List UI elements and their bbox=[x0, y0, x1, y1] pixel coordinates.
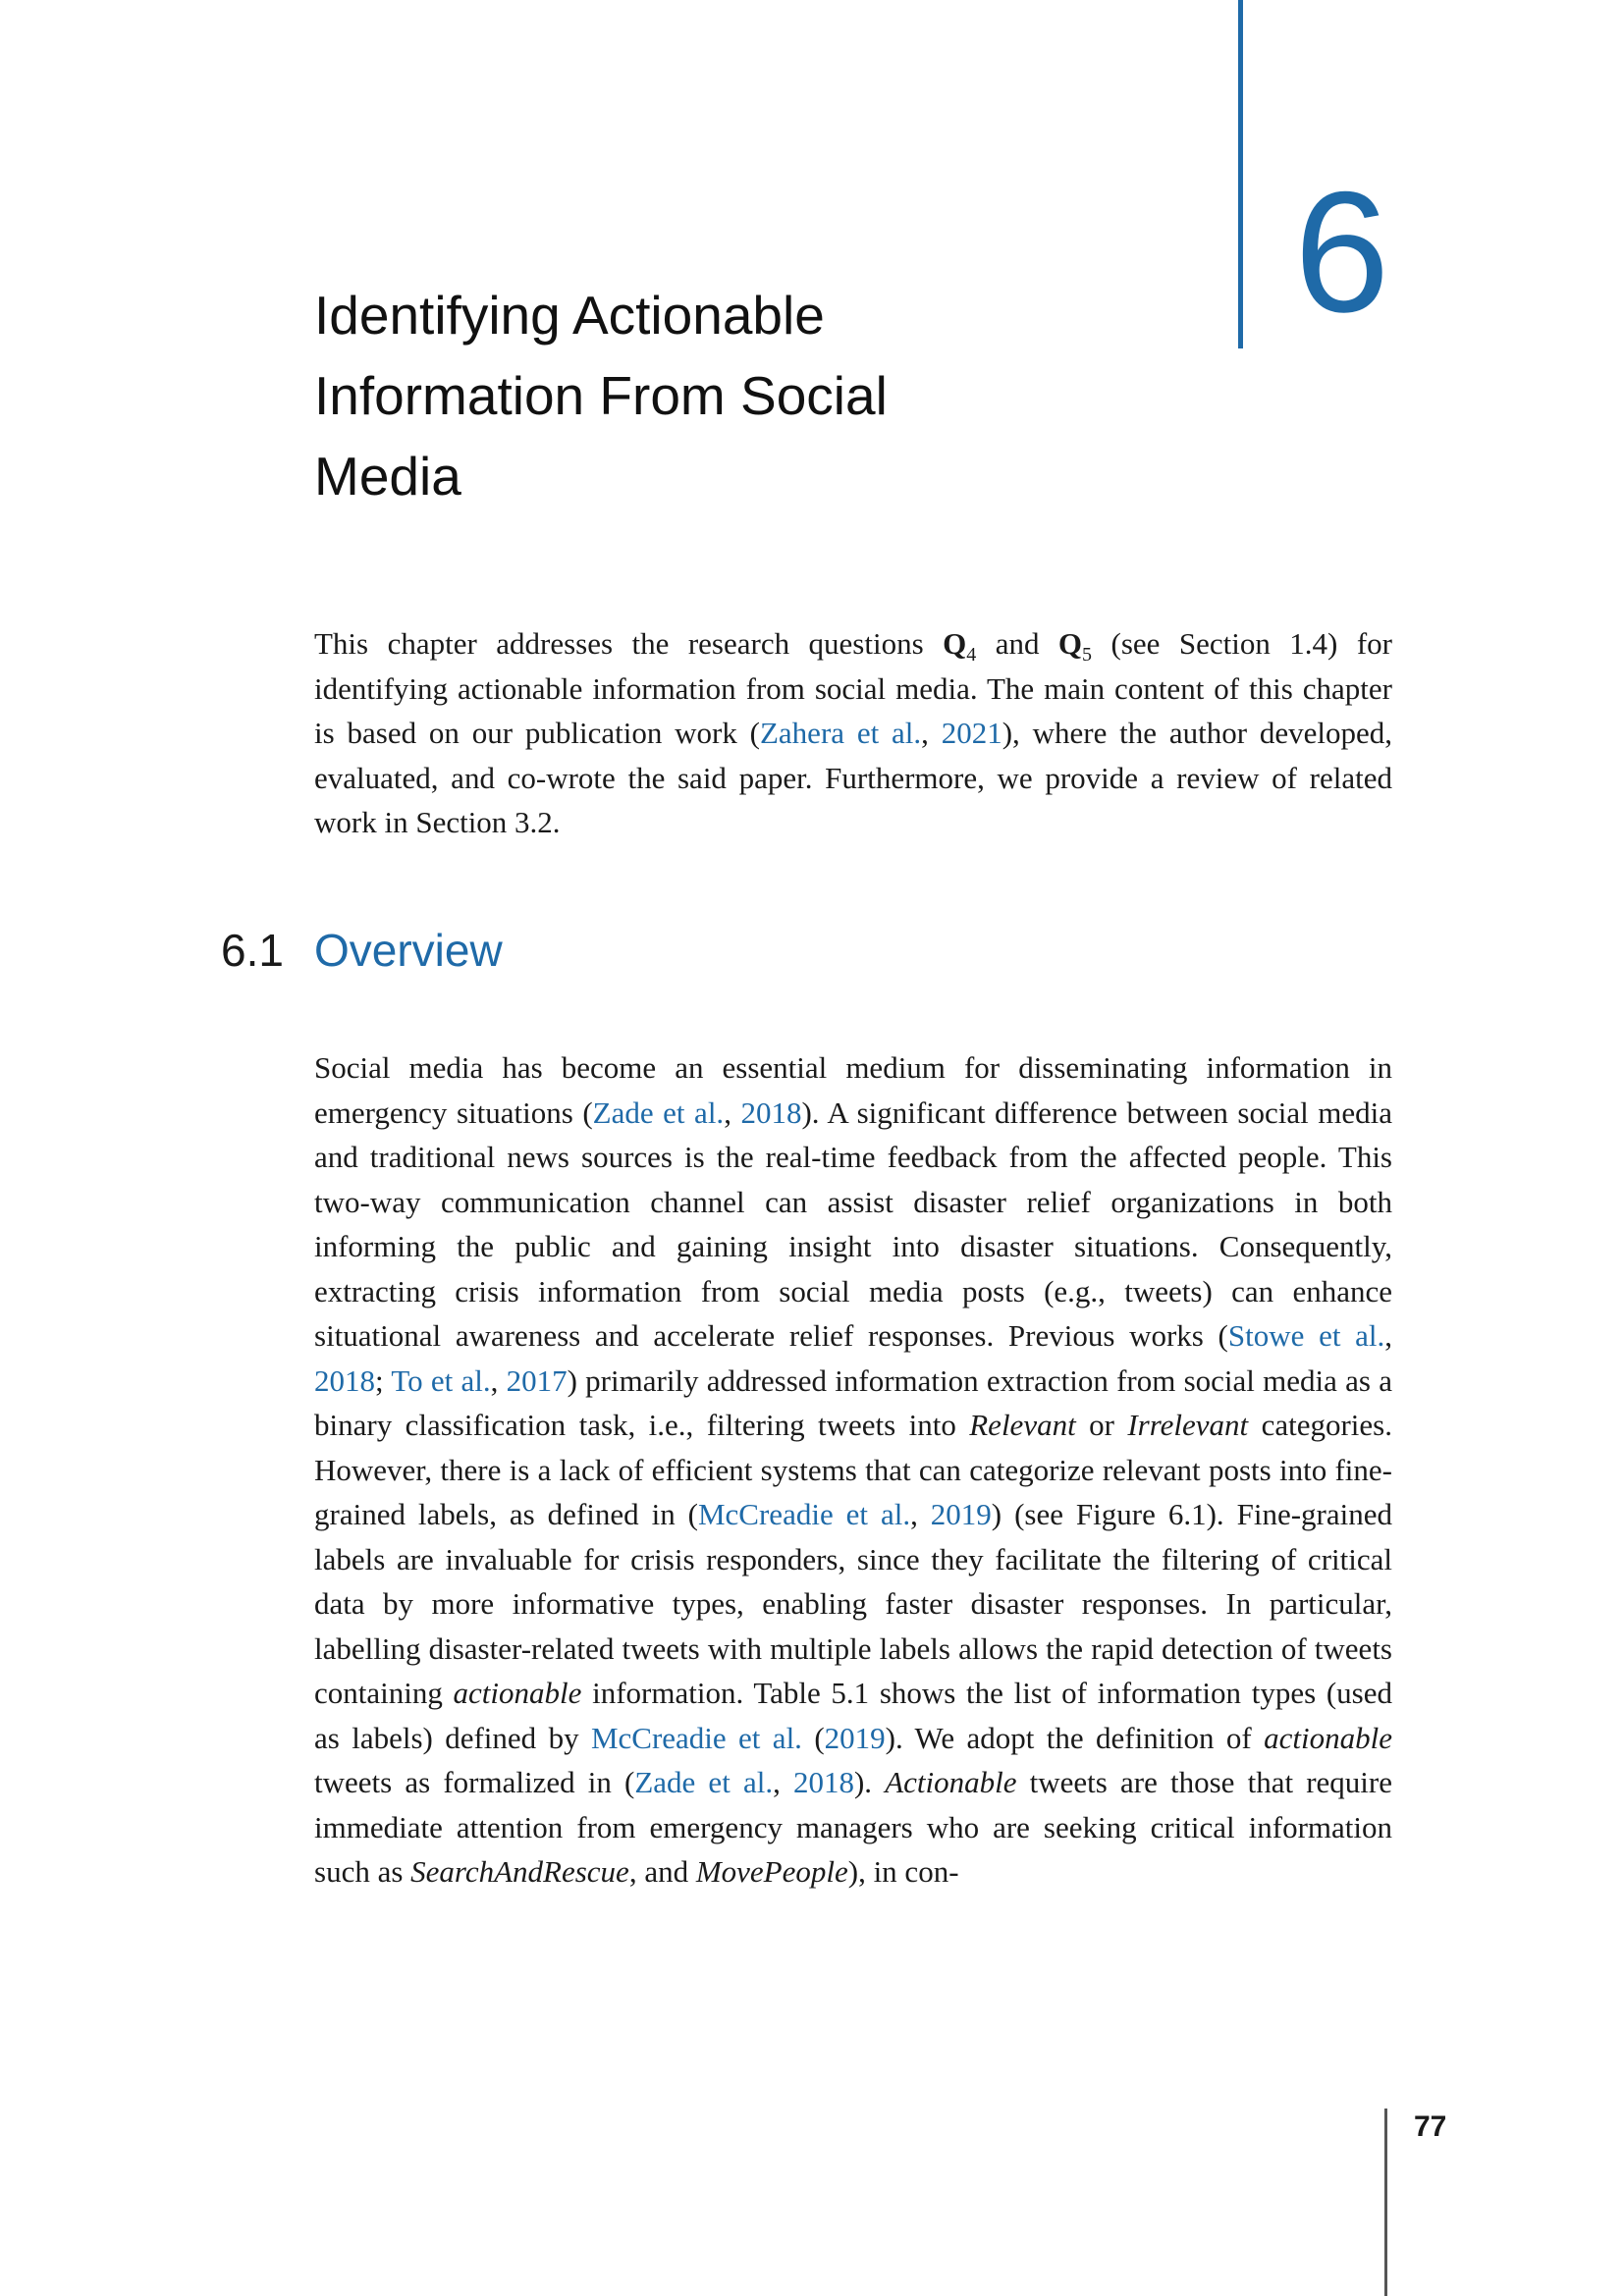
citation-year-link[interactable]: 2018 bbox=[792, 1765, 854, 1799]
section-heading bbox=[221, 925, 503, 976]
chapter-title: Identifying Actionable Information From Social Media bbox=[314, 285, 888, 507]
page-number: 77 bbox=[1414, 2110, 1447, 2143]
chapter-rule-top bbox=[1238, 0, 1243, 348]
chapter-number: 6 bbox=[1294, 157, 1390, 348]
citation-year-link[interactable]: 2021 bbox=[941, 716, 1002, 750]
citation-link[interactable]: Zade et al. bbox=[592, 1095, 725, 1130]
footer-rule bbox=[1384, 2109, 1387, 2296]
citation-year-link[interactable]: 2019 bbox=[824, 1720, 886, 1755]
citation-year-link[interactable]: 2018 bbox=[314, 1362, 375, 1398]
citation-link[interactable]: Zahera et al. bbox=[759, 716, 922, 750]
citation-year-link[interactable]: 2017 bbox=[506, 1362, 568, 1398]
intro-paragraph: This chapter addresses the research questions $Q_4$ and $Q_5$ (see Section 1.4) for identifying actionable information from social media. The main content of this chapter is based on our publication work (Zahera et al., 2021), where the author developed, evaluated, and co-wrote the said paper. Furthermore, we provide a review of related work in Section 3.2. bbox=[314, 626, 1393, 839]
citation-year-link[interactable]: 2018 bbox=[740, 1095, 802, 1130]
overview-paragraph: Social media has become an essential medium for disseminating information in emergency situations (Zade et al., 2018). A significant difference between social media and traditional news sources is the real-time feedback from the affected people. This two-way communication channel can assist disaster relief organizations in both informing the public and gaining insight into disaster situations. Consequently, extracting crisis information from social media posts (e.g., tweets) can enhance situational awareness and accelerate relief responses. Previous works (Stowe et al., 2018; To et al., 2017) primarily addressed information extraction from social media as a binary classification task, i.e., filtering tweets into Relevant or Irrelevant categories. However, there is a lack of efficient systems that can categorize relevant posts into fine-grained labels, as defined in (McCreadie et al., 2019) (see Figure 6.1). Fine-grained labels are invaluable for crisis responders, since they facilitate the filtering of critical data by more informative types, enabling faster disaster responses. In particular, labelling disaster-related tweets with multiple labels allows the rapid detection of tweets containing actionable information. Table 5.1 shows the list of information types (used as labels) defined by McCreadie et al. (2019). We adopt the definition of actionable tweets as formalized in (Zade et al., 2018). Actionable tweets are those that require immediate attention from emergency managers who are seeking critical information such as SearchAndRescue, and MovePeople), in con- bbox=[314, 1050, 1393, 1889]
citation-link[interactable]: McCreadie et al. bbox=[697, 1497, 911, 1531]
section-number: 6.1 bbox=[221, 925, 284, 976]
citation-link[interactable]: To et al. bbox=[391, 1362, 491, 1398]
citation-year-link[interactable]: 2019 bbox=[930, 1497, 992, 1531]
citation-link[interactable]: McCreadie et al. bbox=[590, 1720, 802, 1755]
citation-link[interactable]: Stowe et al. bbox=[1227, 1318, 1385, 1353]
section-title: Overview bbox=[314, 925, 503, 976]
citation-link[interactable]: Zade et al. bbox=[634, 1765, 774, 1799]
